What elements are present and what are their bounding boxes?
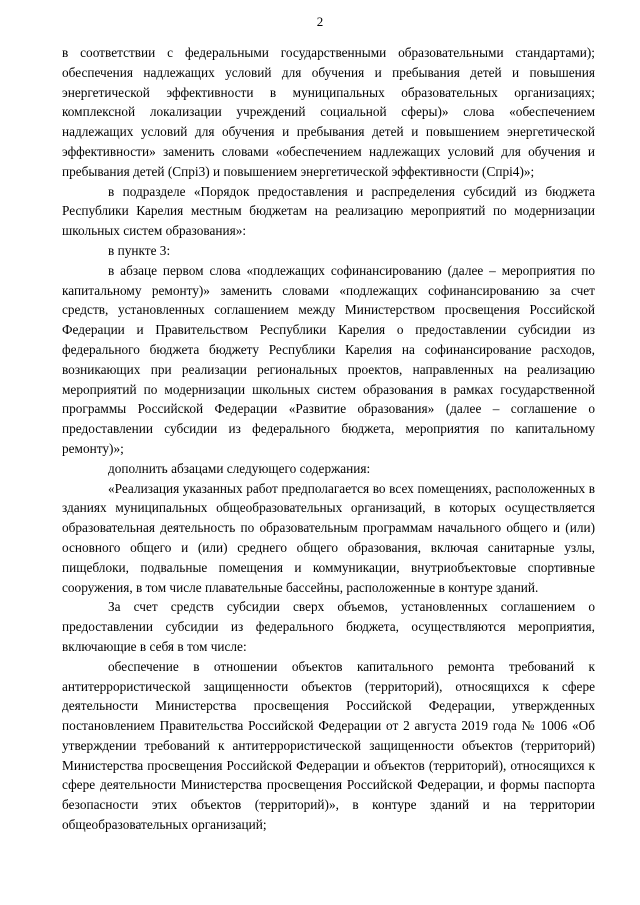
paragraph: дополнить абзацами следующего содержания: — [108, 460, 371, 476]
paragraph: в пункте 3: — [108, 242, 171, 258]
paragraph: в соответствии с федеральными государственными образовательными стандартами); обеспечения надлежащих условий для обучения и пребывания детей и повышения энергетической эффективности в муниципальных образовательных организациях; комплексной локализации учреждений социальной сферы)» слова «обеспечением надлежащих условий для обучения и пребывания детей и повышением энергетической эффективности» заменить словами «обеспечением надлежащих условий для обучения и пребывания детей (Спрі3) и повышением энергетической эффективности (Спрі4)»; — [62, 45, 595, 179]
paragraph: в подразделе «Порядок предоставления и распределения субсидий из бюджета Республики Карелия местным бюджетам на реализацию мероприятий по модернизации школьных систем образования»: — [62, 183, 595, 239]
paragraph: в абзаце первом слова «подлежащих софинансированию (далее – мероприятия по капитальному ремонту)» заменить словами «подлежащих софинансированию за счет средств, установленных соглашением между Министерством просвещения Российской Федерации и Правительством Республики Карелия о предоставлении субсидии из федерального бюджета бюджету Республики Карелия на софинансирование расходов, возникающих при реализации региональных проектов, направленных на реализацию мероприятий по модернизации школьных систем образования в рамках государственной программы Российской Федерации «Развитие образования» (далее – соглашение о предоставлении субсидии из федерального бюджета, мероприятия по капитальному ремонту)»; — [62, 262, 595, 456]
document-body — [62, 43, 595, 835]
paragraph: За счет средств субсидии сверх объемов, установленных соглашением о предоставлении субсидии из федерального бюджета, осуществляются мероприятия, включающие в себя в том числе: — [62, 599, 595, 654]
paragraph: обеспечение в отношении объектов капитального ремонта требований к антитеррористической защищенности объектов (территорий), относящихся к сфере деятельности Министерства просвещения Российской Федерации, утвержденных постановлением Правительства Российской Федерации от 2 августа 2019 года № 1006 «Об утверждении требований к антитеррористической защищенности объектов (территорий) Министерства просвещения Российской Федерации и объектов (территорий), относящихся к сфере деятельности Министерства просвещения Российской Федерации, и формы паспорта безопасности этих объектов (территорий)», в контуре зданий и на территории общеобразовательных организаций; — [62, 658, 595, 833]
paragraph: «Реализация указанных работ предполагается во всех помещениях, расположенных в зданиях муниципальных общеобразовательных организаций, в которых осуществляется образовательная деятельность по образовательным программам начального общего и (или) основного общего и (или) среднего общего образования, включая санитарные узлы, пищеблоки, подвальные помещения и коммуникации, внутриобъектовые спортивные сооружения, в том числе плавательные бассейны, расположенные в контуре зданий. — [62, 480, 595, 595]
page-number: 2 — [316, 14, 324, 29]
